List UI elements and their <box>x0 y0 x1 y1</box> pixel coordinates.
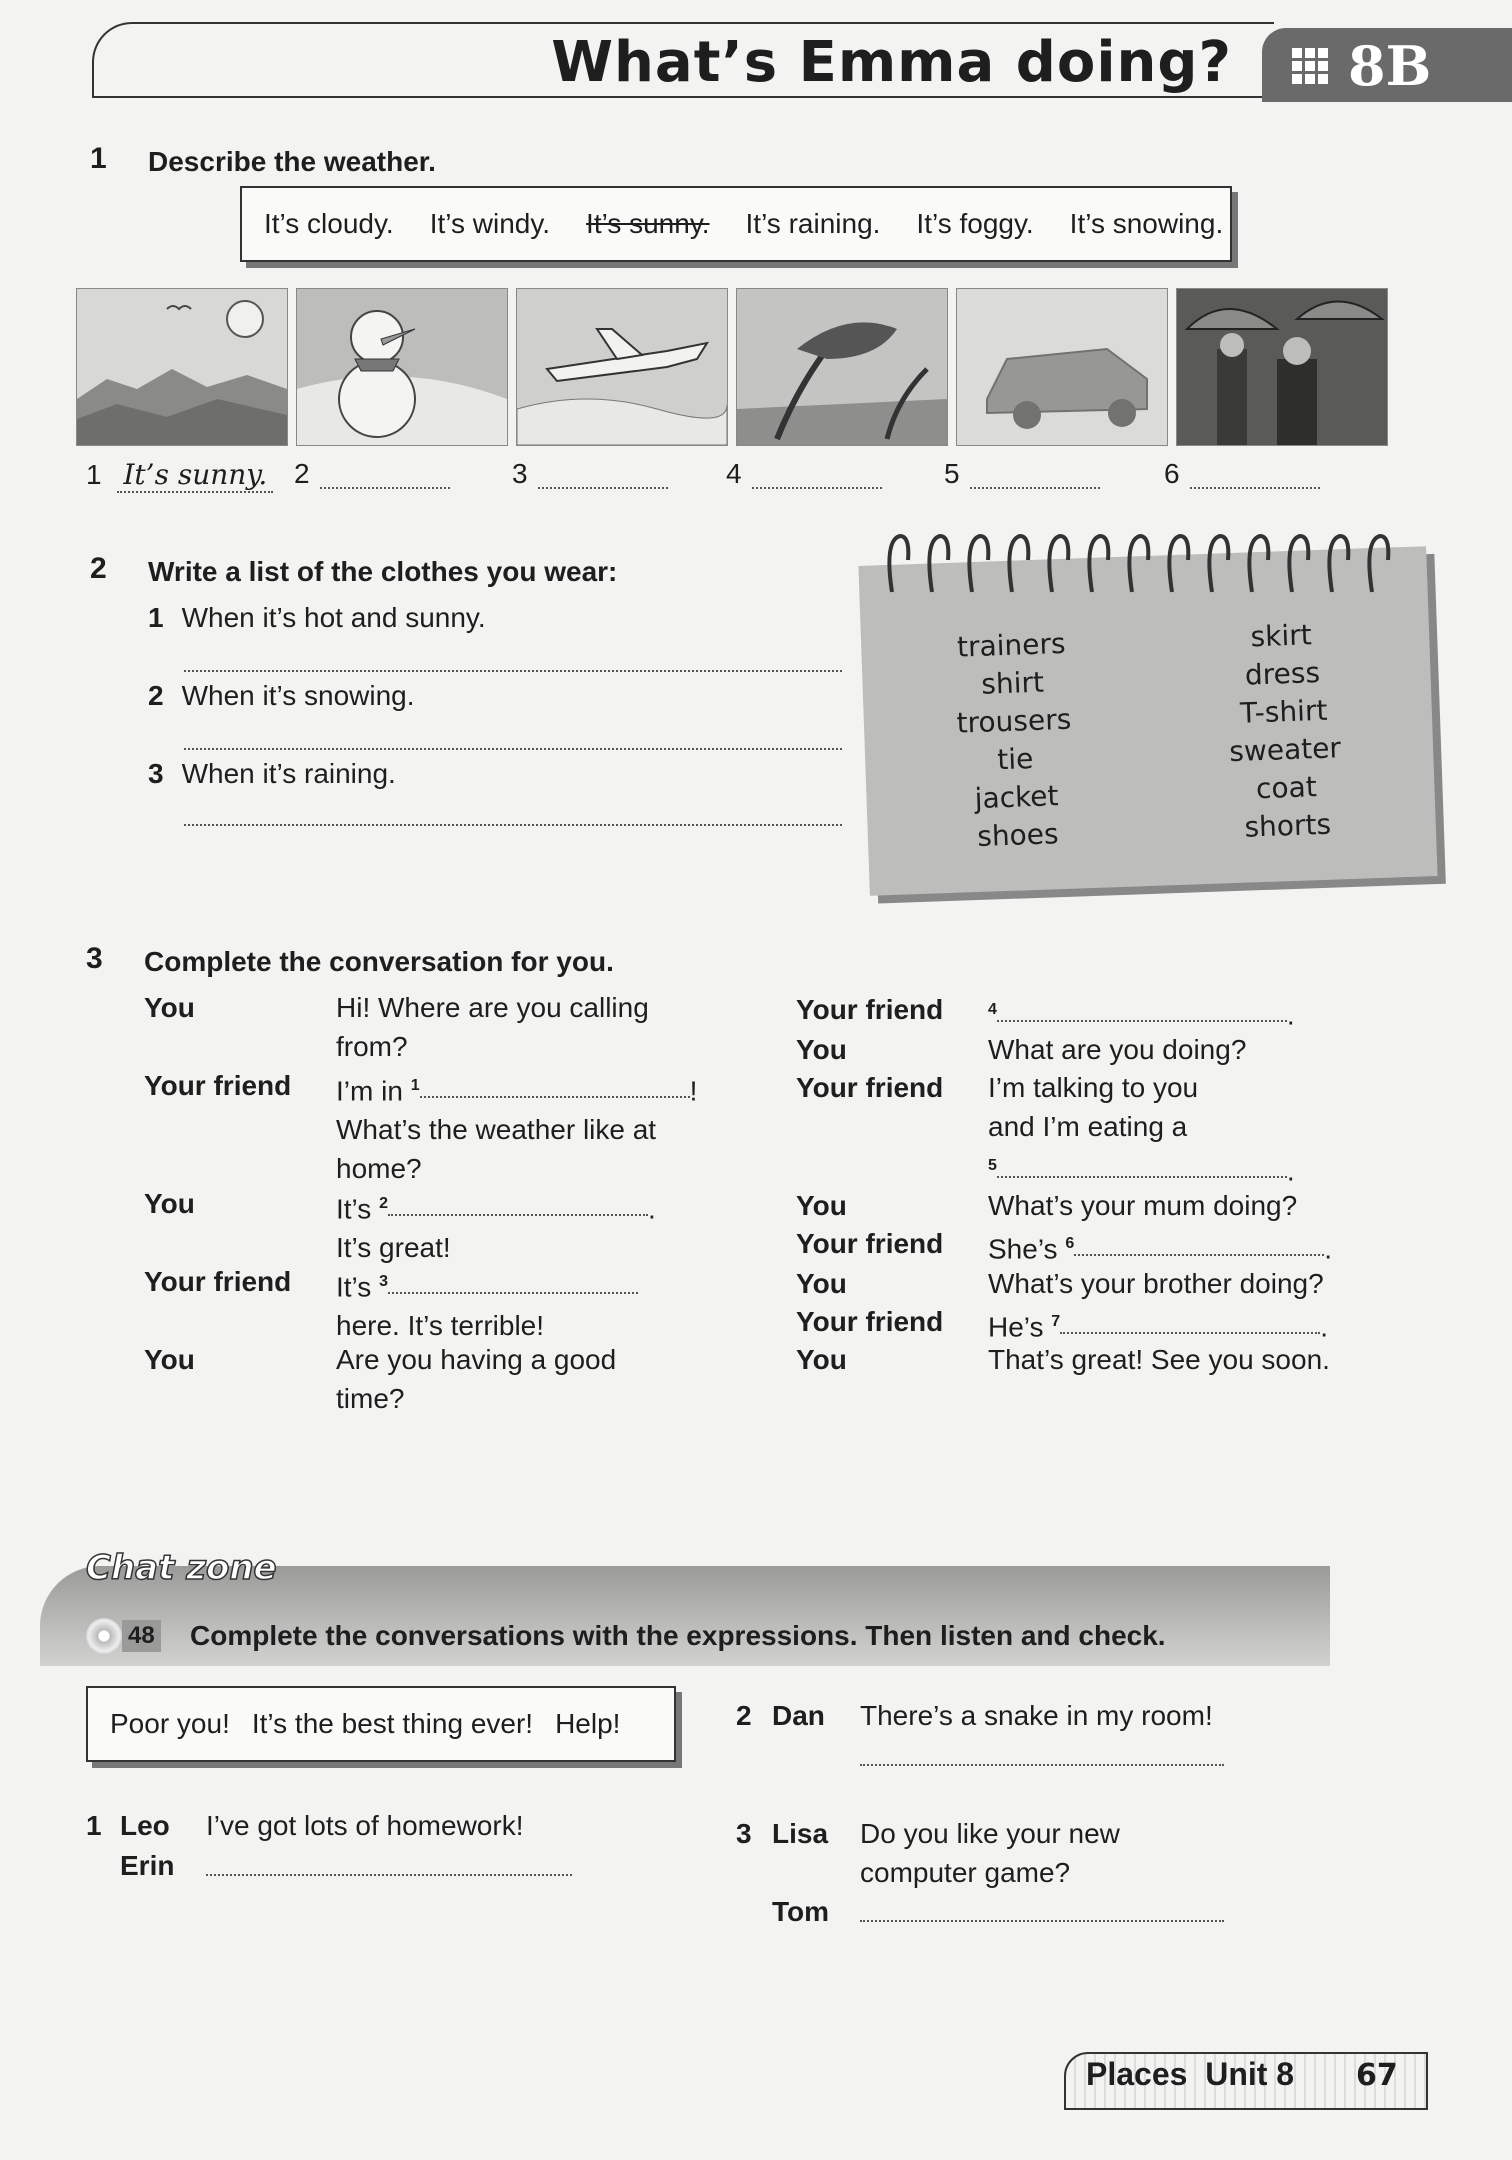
expressions-box <box>86 1686 676 1762</box>
exercise-3-number: 3 <box>86 942 103 975</box>
speaker-your-friend: Your friend <box>796 1228 944 1259</box>
answer-3: 3 <box>512 458 668 490</box>
line-you-6: What’s your brother doing? <box>988 1268 1324 1299</box>
answer-6: 6 <box>1164 458 1320 490</box>
line-dan: There’s a snake in my room! <box>860 1700 1213 1731</box>
line-you-2: It’s $^2$ . It’s great! <box>336 1193 656 1264</box>
clothes-item-1: 1 When it’s hot and sunny. <box>148 602 486 633</box>
speaker-your-friend: Your friend <box>144 1266 292 1297</box>
blank-4[interactable] <box>997 1020 1287 1022</box>
clothes-answer-1-line[interactable] <box>184 668 842 672</box>
word-foggy: It’s foggy. <box>916 208 1034 239</box>
speaker-you: You <box>796 1034 847 1065</box>
line-you-1: Hi! Where are you calling from? <box>336 992 649 1062</box>
conversation-3-number: 3 <box>736 1818 752 1849</box>
line-you-5: What’s your mum doing? <box>988 1190 1298 1221</box>
answer-2-field[interactable] <box>320 487 450 489</box>
picture-snowman <box>296 288 508 446</box>
blank-7[interactable] <box>1060 1332 1320 1334</box>
speaker-you: You <box>144 1188 195 1219</box>
clothes-answer-2-line[interactable] <box>184 746 842 750</box>
clothes-answer-3-line[interactable] <box>184 822 842 826</box>
chat-instructions: Complete the conversations with the expressions. Then listen and check. <box>190 1620 1166 1651</box>
word-cloudy: It’s cloudy. <box>264 208 394 239</box>
line-friend-3: $^4$ . <box>988 999 1295 1031</box>
speaker-you: You <box>796 1268 847 1299</box>
conversation-1-number: 1 <box>86 1810 102 1841</box>
speaker-you: You <box>796 1344 847 1375</box>
grid-icon <box>1290 46 1330 86</box>
answer-4-field[interactable] <box>752 487 882 489</box>
answer-5-field[interactable] <box>970 487 1100 489</box>
answer-1-field[interactable]: It’s sunny. <box>117 458 273 493</box>
exercise-2-title: Write a list of the clothes you wear: <box>148 556 618 587</box>
word-windy: It’s windy. <box>429 208 551 239</box>
exercise-1-title: Describe the weather. <box>148 146 436 177</box>
speaker-leo: Leo <box>120 1810 170 1841</box>
speaker-your-friend: Your friend <box>796 1306 944 1337</box>
line-friend-6: He’s $^7$ . <box>988 1311 1328 1343</box>
speaker-you: You <box>144 1344 195 1375</box>
picture-sunny-hills <box>76 288 288 446</box>
blank-2[interactable] <box>388 1214 648 1216</box>
line-you-4: What are you doing? <box>988 1034 1247 1065</box>
exercise-3-title: Complete the conversation for you. <box>144 946 614 977</box>
clothes-list-left: trainers shirt trousers tie jacket shoes <box>956 626 1072 854</box>
picture-foggy-car <box>956 288 1168 446</box>
answer-2: 2 <box>294 458 450 490</box>
blank-3[interactable] <box>388 1292 638 1294</box>
exercise-2-number: 2 <box>90 552 107 585</box>
word-raining: It’s raining. <box>745 208 881 239</box>
answer-1: 1 It’s sunny. <box>86 458 273 491</box>
speaker-your-friend: Your friend <box>796 1072 944 1103</box>
clothes-list-right: skirt dress T-shirt sweater coat shorts <box>1228 618 1342 844</box>
speaker-tom: Tom <box>772 1896 830 1927</box>
line-you-7: That’s great! See you soon. <box>988 1344 1330 1375</box>
expression-help: Help! <box>555 1708 621 1739</box>
erin-answer-line[interactable] <box>206 1872 572 1876</box>
tom-answer-line[interactable] <box>860 1918 1224 1922</box>
speaker-you: You <box>796 1190 847 1221</box>
expression-best-thing: It’s the best thing ever! <box>251 1708 534 1739</box>
blank-1[interactable] <box>420 1096 690 1098</box>
conversation-2-number: 2 <box>736 1700 752 1731</box>
speaker-lisa: Lisa <box>772 1818 829 1849</box>
line-lisa: Do you like your new computer game? <box>860 1818 1120 1888</box>
expression-poor-you: Poor you! <box>110 1708 230 1739</box>
unit-code: 8B <box>1348 34 1432 98</box>
word-sunny-struck: It’s sunny. <box>586 208 710 239</box>
page-title: What’s Emma doing? <box>551 30 1232 95</box>
dan-answer-line[interactable] <box>860 1762 1224 1766</box>
footer-section-unit: Places Unit 8 <box>1086 2056 1295 2092</box>
line-leo: I’ve got lots of homework! <box>206 1810 524 1841</box>
speaker-erin: Erin <box>120 1850 175 1881</box>
answer-6-field[interactable] <box>1190 487 1320 489</box>
picture-windy-trees <box>736 288 948 446</box>
exercise-1-number: 1 <box>90 142 107 175</box>
picture-airplane <box>516 288 728 446</box>
word-snowing: It’s snowing. <box>1069 208 1224 239</box>
picture-rainy-umbrellas <box>1176 288 1388 446</box>
answer-5: 5 <box>944 458 1100 490</box>
notebook-rings-icon <box>880 530 1420 600</box>
line-you-3: Are you having a good time? <box>336 1344 617 1414</box>
chat-zone-label: Chat zone <box>86 1548 277 1588</box>
weather-word-box <box>240 186 1232 262</box>
speaker-dan: Dan <box>772 1700 825 1731</box>
blank-6[interactable] <box>1074 1254 1324 1256</box>
weather-pictures <box>76 288 1388 446</box>
audio-cd-icon[interactable] <box>86 1618 122 1654</box>
answer-3-field[interactable] <box>538 487 668 489</box>
speaker-you: You <box>144 992 195 1023</box>
line-friend-4: I’m talking to you and I’m eating a $^5$ . <box>988 1072 1295 1187</box>
track-number: 48 <box>122 1620 161 1652</box>
page-number: 67 <box>1356 2058 1398 2093</box>
clothes-item-2: 2 When it’s snowing. <box>148 680 415 711</box>
line-friend-5: She’s $^6$ . <box>988 1233 1333 1265</box>
line-friend-2: It’s $^3$ here. It’s terrible! <box>336 1262 736 1345</box>
clothes-item-3: 3 When it’s raining. <box>148 758 396 789</box>
speaker-your-friend: Your friend <box>796 994 944 1025</box>
speaker-your-friend: Your friend <box>144 1070 292 1101</box>
blank-5[interactable] <box>997 1176 1287 1178</box>
line-friend-1: I’m in $^1$ ! What’s the weather like at home? <box>336 1075 698 1185</box>
answer-4: 4 <box>726 458 882 490</box>
